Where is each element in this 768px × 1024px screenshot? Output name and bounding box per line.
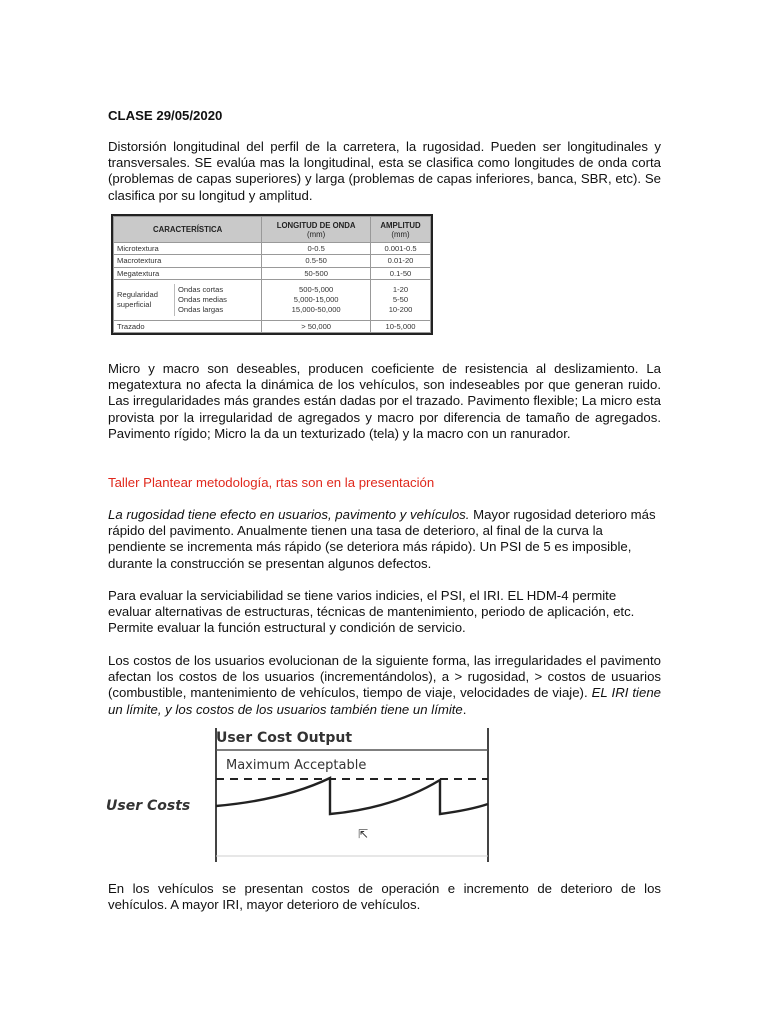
row-name: Macrotextura <box>114 255 262 267</box>
row-wave: 50-500 <box>262 267 371 279</box>
header-characteristic: CARACTERÍSTICA <box>114 217 262 243</box>
chart-threshold-label: Maximum Acceptable <box>226 758 367 773</box>
sub-wave: 15,000-50,000 <box>291 304 341 314</box>
table-row <box>114 320 431 332</box>
row-wave: 0.5-50 <box>262 255 371 267</box>
row-wave: 0-0.5 <box>262 243 371 255</box>
table-row <box>114 243 431 255</box>
sub-wave: 5,000-15,000 <box>293 294 339 304</box>
sub-amp: 1-20 <box>392 284 409 294</box>
header-wavelength-unit: (mm) <box>307 229 326 239</box>
paragraph-intro: Distorsión longitudinal del perfil de la carretera, la rugosidad. Pueden ser longitudinales y transversales. SE evalúa mas la longitudinal, esta se clasifica como longitudes de onda corta (problemas de capas superiores) y larga (problemas de capas inferiores, banca, SBR, etc). Se clasifica por su longitud y amplitud. <box>108 139 661 203</box>
effects-italic: La rugosidad tiene efecto en usuarios, pavimento y vehículos. <box>108 507 470 522</box>
sub-amp: 5-50 <box>392 294 409 304</box>
row-amp: 0.01-20 <box>371 255 431 267</box>
paragraph-texture: Micro y macro son deseables, producen coeficiente de resistencia al deslizamiento. La megatextura no afecta la dinámica de los vehículos, son indeseables por que generan ruido. Las irregularidades más grandes están dadas por el trazado. Pavimento flexible; La micro esta provista por la irregularidad de agregados y macro por diferencia de tamaño de agregados. Pavimento rígido; Micro la da un texturizado (tela) y la macro con un ranurador. <box>108 361 661 441</box>
table-row <box>114 255 431 267</box>
sub-name: Ondas cortas <box>178 284 224 294</box>
header-wavelength-label: LONGITUD DE ONDA <box>276 220 356 230</box>
table-row-group <box>114 279 431 320</box>
user-cost-chart <box>104 722 492 868</box>
user-costs-text: Los costos de los usuarios evolucionan de la siguiente forma, las irregularidades el pavimento afectan los costos de los usuarios (incrementándolos), a > rugosidad, > costos de usuarios (combustible, mantenimiento de vehículos, tiempo de viaje, velocidades de viaje). <box>108 653 661 701</box>
header-wavelength <box>262 217 371 243</box>
paragraph-serviceability: Para evaluar la serviciabilidad se tiene varios indicies, el PSI, el IRI. EL HDM-4 permite evaluar alternativas de estructuras, técnicas de mantenimiento, periodo de aplicación, etc. Permite evaluar la función estructural y condición de servicio. <box>108 588 635 636</box>
row-name: Trazado <box>114 320 262 332</box>
sub-wave: 500-5,000 <box>299 284 334 294</box>
group-cell <box>114 279 262 320</box>
texture-table <box>111 214 433 335</box>
paragraph-vehicles: En los vehículos se presentan costos de operación e incremento de deterioro de los vehículos. A mayor IRI, mayor deterioro de vehículos. <box>108 881 661 913</box>
cursor-icon: ⇱ <box>358 827 369 841</box>
taller-note: Taller Plantear metodología, rtas son en la presentación <box>108 475 435 490</box>
group-name: Regularidad superficial <box>114 284 175 316</box>
row-name: Megatextura <box>114 267 262 279</box>
group-amp <box>371 279 431 320</box>
row-amp: 0.1-50 <box>371 267 431 279</box>
row-name: Microtextura <box>114 243 262 255</box>
chart-ylabel: User Costs <box>106 798 191 814</box>
row-amp: 10-5,000 <box>371 320 431 332</box>
paragraph-user-costs <box>108 653 661 718</box>
effects-text: Mayor rugosidad deterioro más rápido del pavimento. Anualmente tienen una tasa de deterioro, al final de la curva la pendiente se incrementa más rápido (se deteriora más rápido). Un PSI de 5 es imposible, durante la construcción se presentan algunos defectos. <box>108 507 656 571</box>
page-title: CLASE 29/05/2020 <box>108 108 223 123</box>
sub-name: Ondas largas <box>178 304 224 314</box>
paragraph-effects <box>108 507 661 572</box>
row-amp: 0.001-0.5 <box>371 243 431 255</box>
sub-name: Ondas medias <box>178 294 227 304</box>
user-costs-end: . <box>462 701 467 717</box>
sub-amp: 10-200 <box>388 304 413 314</box>
table-row <box>114 267 431 279</box>
row-wave: > 50,000 <box>262 320 371 332</box>
user-costs-italic: EL IRI tiene un límite, y los costos de los usuarios también tiene un límite <box>108 685 661 717</box>
chart-title: User Cost Output <box>216 730 353 746</box>
header-amplitude <box>371 217 431 243</box>
header-amplitude-label: AMPLITUD <box>380 220 421 230</box>
group-wave <box>262 279 371 320</box>
header-amplitude-unit: (mm) <box>391 229 410 239</box>
